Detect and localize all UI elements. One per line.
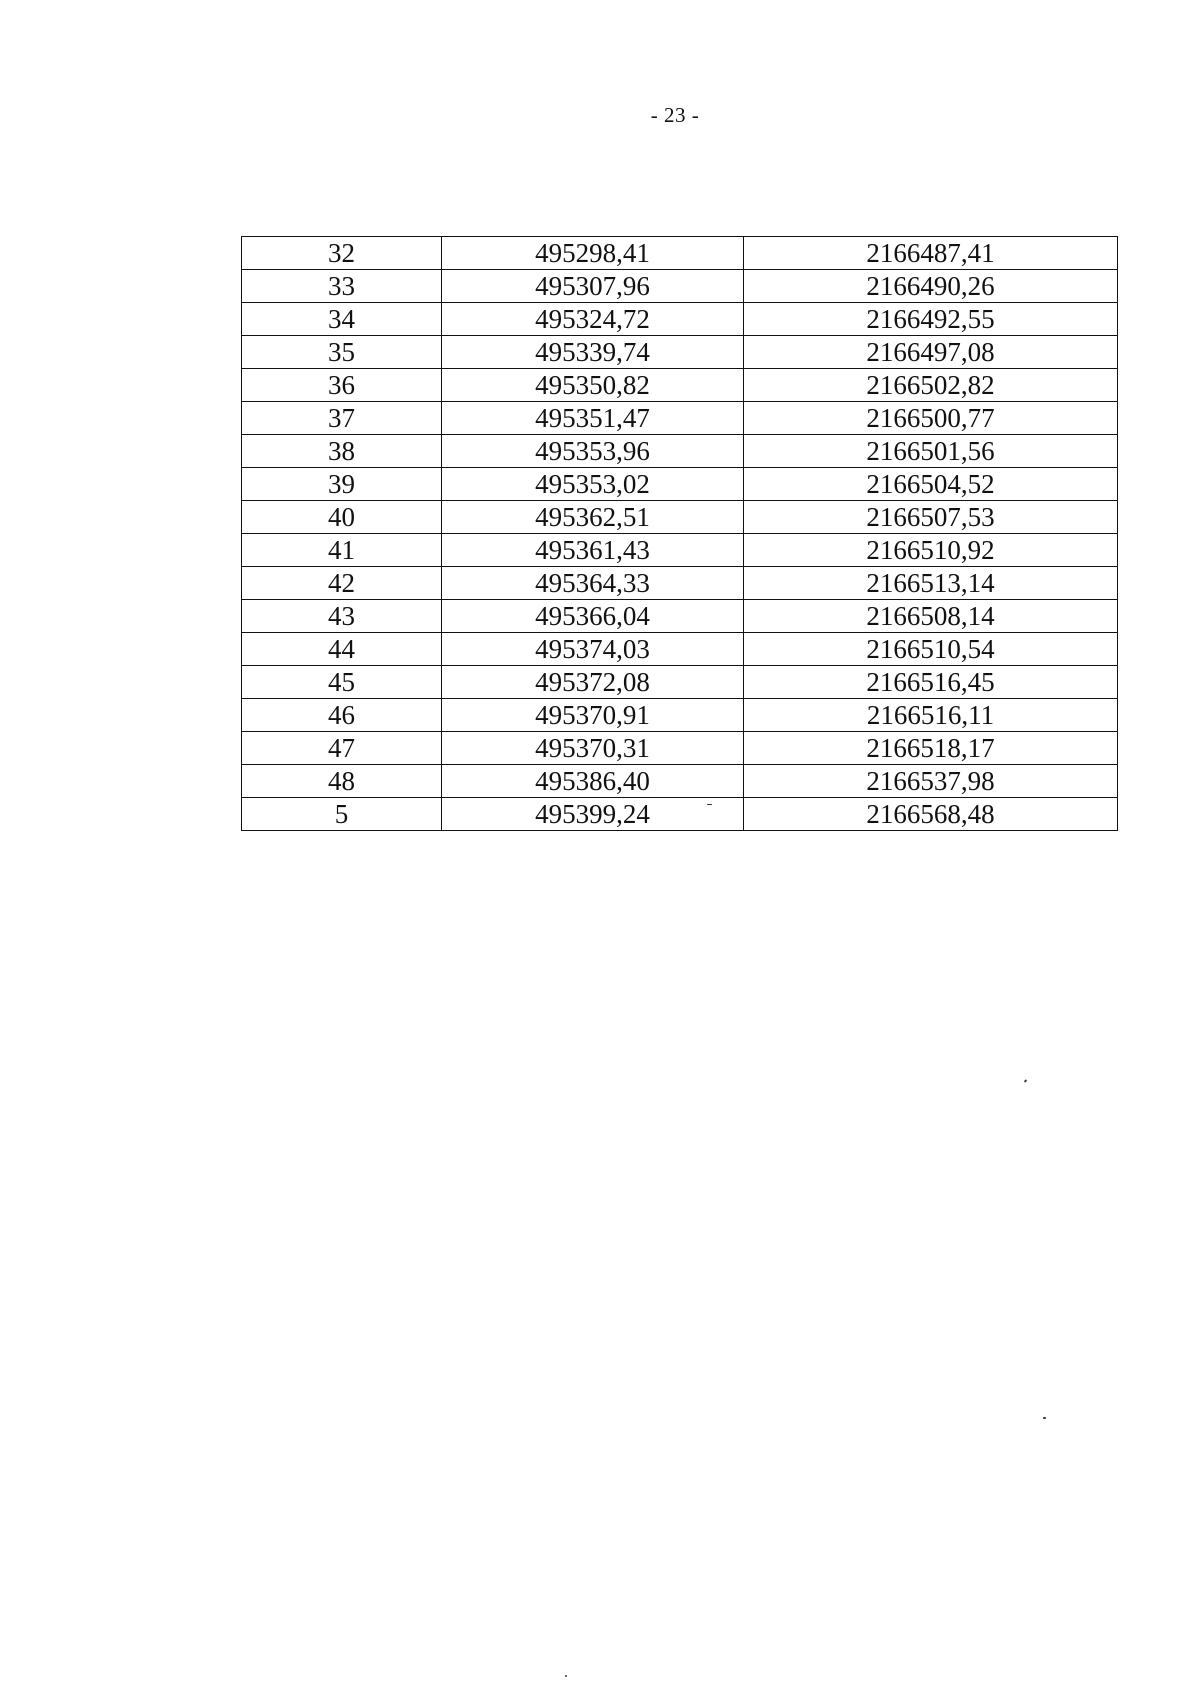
y-coordinate: 2166487,41 [744, 237, 1118, 270]
table-row [242, 567, 1118, 600]
table-row [242, 600, 1118, 633]
scan-speck [1024, 1079, 1027, 1083]
point-number: 5 [242, 798, 442, 831]
point-number: 34 [242, 303, 442, 336]
table-row [242, 468, 1118, 501]
table-row [242, 303, 1118, 336]
x-coordinate: 495353,02 [442, 468, 744, 501]
table-row [242, 435, 1118, 468]
y-coordinate: 2166518,17 [744, 732, 1118, 765]
y-coordinate: 2166516,11 [744, 699, 1118, 732]
y-coordinate: 2166568,48 [744, 798, 1118, 831]
point-number: 47 [242, 732, 442, 765]
point-number: 43 [242, 600, 442, 633]
x-coordinate: 495366,04 [442, 600, 744, 633]
x-coordinate: 495370,31 [442, 732, 744, 765]
x-coordinate: 495399,24 [442, 798, 744, 831]
table-row [242, 798, 1118, 831]
table-row [242, 699, 1118, 732]
table-row [242, 402, 1118, 435]
y-coordinate: 2166501,56 [744, 435, 1118, 468]
point-number: 46 [242, 699, 442, 732]
point-number: 39 [242, 468, 442, 501]
x-coordinate: 495372,08 [442, 666, 744, 699]
point-number: 44 [242, 633, 442, 666]
x-coordinate: 495307,96 [442, 270, 744, 303]
point-number: 42 [242, 567, 442, 600]
x-coordinate: 495361,43 [442, 534, 744, 567]
x-coordinate: 495370,91 [442, 699, 744, 732]
x-coordinate: 495353,96 [442, 435, 744, 468]
scan-speck [1043, 1417, 1046, 1419]
table-row [242, 270, 1118, 303]
point-number: 35 [242, 336, 442, 369]
y-coordinate: 2166516,45 [744, 666, 1118, 699]
y-coordinate: 2166508,14 [744, 600, 1118, 633]
point-number: 38 [242, 435, 442, 468]
scan-speck [565, 1675, 567, 1677]
point-number: 33 [242, 270, 442, 303]
y-coordinate: 2166492,55 [744, 303, 1118, 336]
y-coordinate: 2166502,82 [744, 369, 1118, 402]
point-number: 32 [242, 237, 442, 270]
table-row [242, 666, 1118, 699]
x-coordinate: 495362,51 [442, 501, 744, 534]
table-row [242, 336, 1118, 369]
y-coordinate: 2166513,14 [744, 567, 1118, 600]
point-number: 45 [242, 666, 442, 699]
table-row [242, 633, 1118, 666]
point-number: 48 [242, 765, 442, 798]
x-coordinate: 495351,47 [442, 402, 744, 435]
y-coordinate: 2166537,98 [744, 765, 1118, 798]
y-coordinate: 2166500,77 [744, 402, 1118, 435]
x-coordinate: 495298,41 [442, 237, 744, 270]
table-row [242, 534, 1118, 567]
point-number: 36 [242, 369, 442, 402]
x-coordinate: 495339,74 [442, 336, 744, 369]
x-coordinate: 495364,33 [442, 567, 744, 600]
point-number: 41 [242, 534, 442, 567]
point-number: 40 [242, 501, 442, 534]
table-row [242, 732, 1118, 765]
x-coordinate: 495350,82 [442, 369, 744, 402]
table-row [242, 765, 1118, 798]
point-number: 37 [242, 402, 442, 435]
page-number: - 23 - [650, 103, 700, 127]
table-row [242, 369, 1118, 402]
y-coordinate: 2166497,08 [744, 336, 1118, 369]
x-coordinate: 495324,72 [442, 303, 744, 336]
y-coordinate: 2166507,53 [744, 501, 1118, 534]
y-coordinate: 2166510,92 [744, 534, 1118, 567]
y-coordinate: 2166490,26 [744, 270, 1118, 303]
table-row [242, 237, 1118, 270]
y-coordinate: 2166510,54 [744, 633, 1118, 666]
coordinates-table [241, 236, 1118, 831]
scan-speck [707, 804, 712, 805]
y-coordinate: 2166504,52 [744, 468, 1118, 501]
table-row [242, 501, 1118, 534]
x-coordinate: 495374,03 [442, 633, 744, 666]
x-coordinate: 495386,40 [442, 765, 744, 798]
